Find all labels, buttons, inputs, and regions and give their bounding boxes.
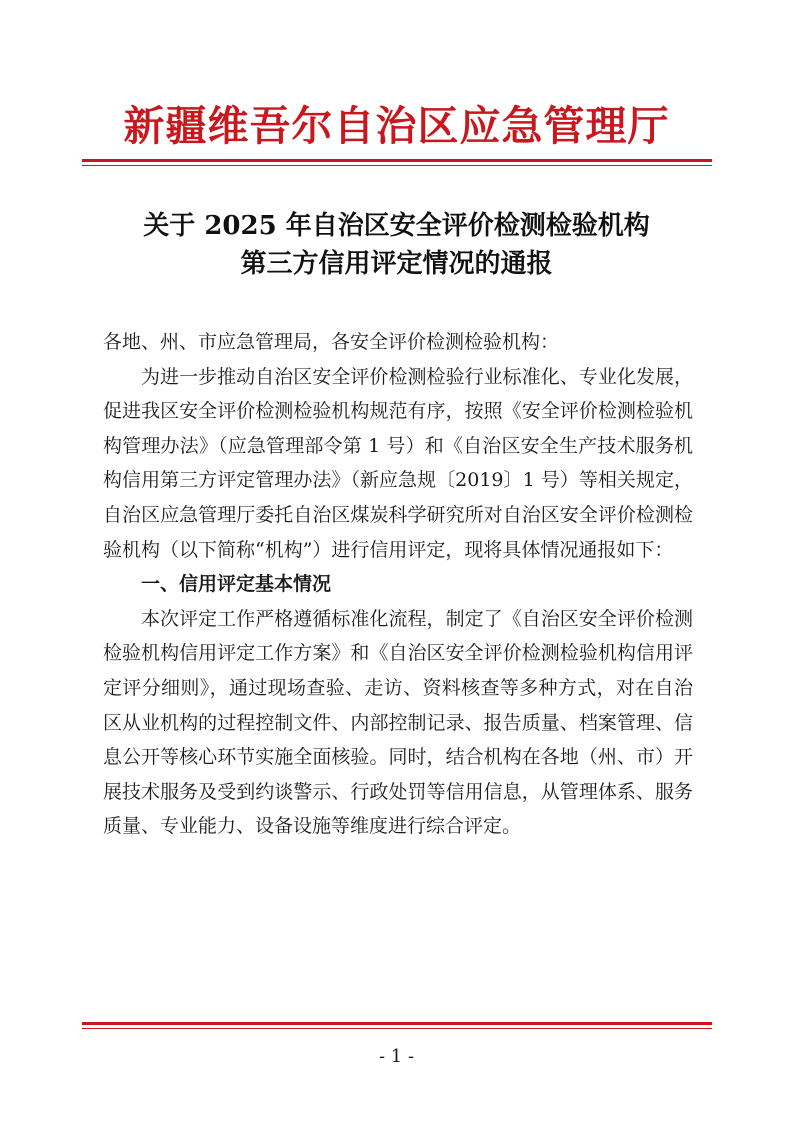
footer-red-rule-thin	[82, 1028, 712, 1029]
document-title	[0, 207, 793, 283]
section-heading-1: 一、信用评定基本情况	[141, 573, 332, 596]
paragraph-intro: 为进一步推动自治区安全评价检测检验行业标准化、专业化发展，促进我区安全评价检测检验机构规范有序，按照《安全评价检测检验机构管理办法》（应急管理部令第 1 号）和《自治区安全生产技术服务机构信用第三方评定管理办法》（新应急规〔2019〕1 号）等相关规定，自治区应急管理厅委托自治区煤炭科学研究所对自治区安全评价检测检验机构（以下简称“机构”）进行信用评定，现将具体情况通报如下：	[103, 365, 693, 561]
document-title-line-2: 第三方信用评定情况的通报	[240, 249, 553, 279]
page-number: - 1 -	[378, 1046, 415, 1067]
footer-red-rule-thick	[82, 1022, 712, 1025]
header-red-rule-thin	[82, 165, 712, 166]
paragraph-basic-situation: 本次评定工作严格遵循标准化流程，制定了《自治区安全评价检测检验机构信用评定工作方案》和《自治区安全评价检测检验机构信用评定评分细则》，通过现场查验、走访、资料核查等多种方式，对在自治区从业机构的过程控制文件、内部控制记录、报告质量、档案管理、信息公开等核心环节实施全面核验。同时，结合机构在各地（州、市）开展技术服务及受到约谈警示、行政处罚等信用信息，从管理体系、服务质量、专业能力、设备设施等维度进行综合评定。	[103, 607, 693, 838]
issuing-authority-title: 新疆维吾尔自治区应急管理厅	[123, 102, 670, 150]
document-body	[103, 325, 693, 844]
header-red-rule-thick	[82, 159, 712, 162]
salutation: 各地、州、市应急管理局，各安全评价检测检验机构：	[103, 331, 560, 353]
document-title-line-1: 关于 2025 年自治区安全评价检测检验机构	[143, 211, 650, 241]
